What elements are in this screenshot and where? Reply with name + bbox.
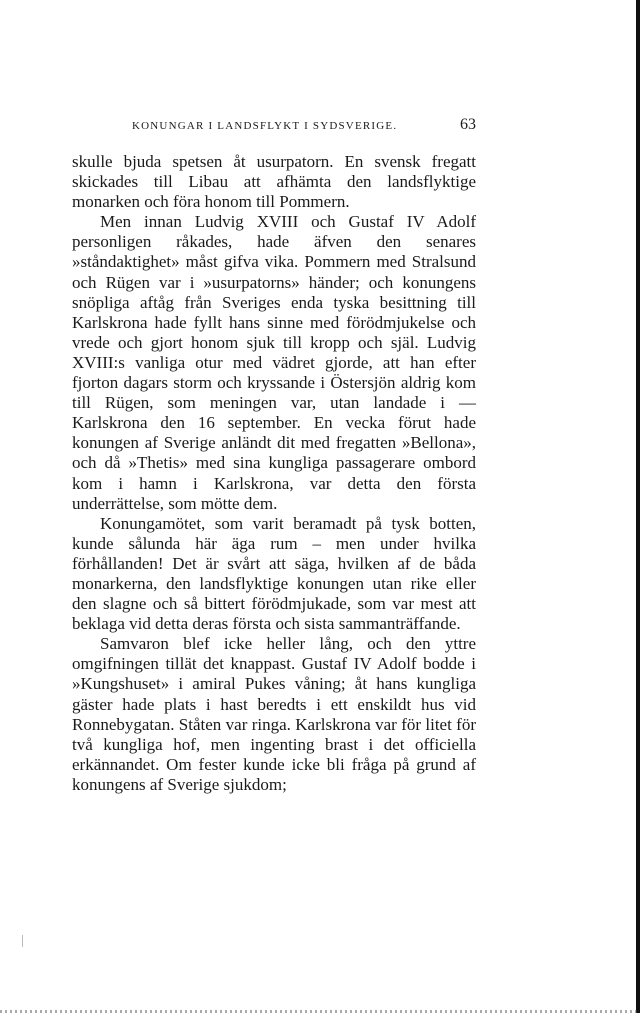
page-number: 63	[460, 116, 476, 133]
paragraph: skulle bjuda spetsen åt usurpatorn. En svensk fregatt skickades till Libau att afhämta den landsflyktige monarken och föra honom till Pommern.	[72, 152, 476, 212]
page-header	[72, 116, 476, 140]
margin-mark	[22, 935, 23, 947]
paragraph: Men innan Ludvig XVIII och Gustaf IV Adolf personligen råkades, hade äfven den senares »ståndaktighet» måst gifva vika. Pommern med Stralsund och Rügen var i »usurpatorns» händer; och konungens snöpliga aftåg från Sveriges enda tyska besittning till Karlskrona hade fyllt hans sinne med förödmjukelse och vrede och gjort honom sjuk till kropp och själ. Ludvig XVIII:s vanliga otur med vädret gjorde, att han efter fjorton dagars storm och kryssande i Östersjön aldrig kom till Rügen, som meningen var, utan landade i — Karlskrona den 16 september. En vecka förut hade konungen af Sverige anländt dit med fregatten »Bellona», och då »Thetis» med sina kungliga passagerare ombord kom i hamn i Karlskrona, var detta den första underrättelse, som mötte dem.	[72, 212, 476, 513]
paragraph: Konungamötet, som varit beramadt på tysk botten, kunde sålunda här äga rum – men under hvilka förhållanden! Det är svårt att säga, hvilken af de båda monarkerna, den landsflyktige konungen utan rike eller den slagne och så bittert förödmjukade, som var mest att beklaga vid detta deras första och sista sammanträffande.	[72, 513, 476, 634]
body-text	[72, 152, 476, 795]
running-head: KONUNGAR I LANDSFLYKT I SYDSVERIGE.	[132, 120, 398, 132]
page-edge-right	[636, 0, 640, 1013]
paragraph: Samvaron blef icke heller lång, och den yttre omgifningen tillät det knappast. Gustaf IV Adolf bodde i »Kungshuset» i amiral Pukes våning; åt hans kungliga gäster hade plats i hast beredts i ett enskildt hus vid Ronnebygatan. Ståten var ringa. Karlskrona var för litet för två kungliga hof, men ingenting brast i det officiella erkännandet. Om fester kunde icke bli fråga på grund af konungens af Sverige sjukdom;	[72, 634, 476, 794]
